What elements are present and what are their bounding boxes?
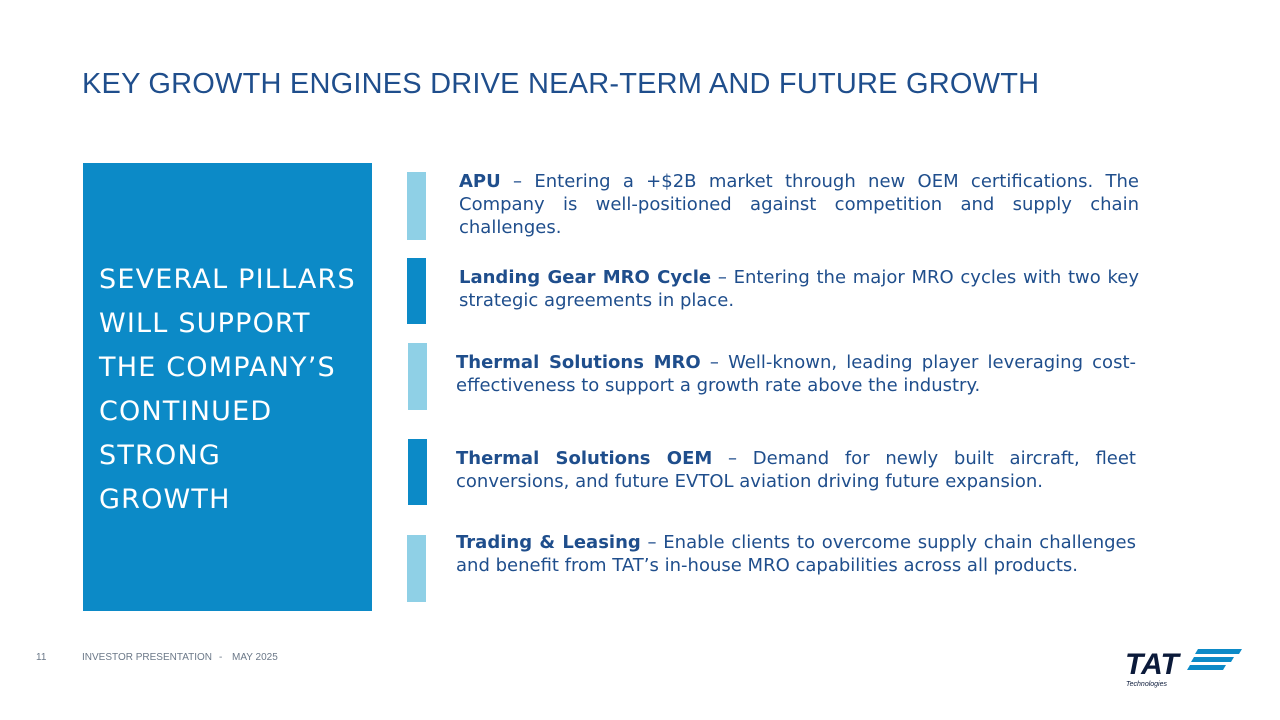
item-heading: APU [459,171,501,192]
item-separator: – [640,532,664,553]
growth-item-apu [459,170,1139,239]
pillars-line: SEVERAL PILLARS [99,264,356,295]
logo-wordmark: TAT [1125,648,1179,681]
page-number: 11 [36,652,47,663]
growth-item-thermal-oem [456,447,1136,493]
accent-bar-thermal-mro [408,343,427,410]
pillars-line: WILL SUPPORT [99,308,311,339]
item-heading: Trading & Leasing [456,532,641,553]
item-body: Entering a +$2B market through new OEM certifications. The Company is well-positioned against competition and supply chain challenges. [459,171,1139,238]
item-separator: – [500,171,535,192]
footer-separator: - [219,652,223,663]
item-heading: Thermal Solutions MRO [456,352,701,373]
accent-bar-landing-gear [407,258,426,324]
item-separator: – [711,267,734,288]
item-body: Entering the major MRO cycles with two key strategic agreements in place. [459,267,1140,311]
footer-date: MAY 2025 [232,652,278,663]
item-body: Well-known, leading player leveraging cost-effectiveness to support a growth rate above the industry. [456,352,1137,396]
pillars-callout-box [83,163,372,611]
footer-label: INVESTOR PRESENTATION [82,652,213,663]
item-body: Demand for newly built aircraft, fleet conversions, and future EVTOL aviation driving future expansion. [456,448,1136,492]
item-separator: – [700,352,729,373]
pillars-line: STRONG [99,440,221,471]
pillars-callout-text [99,258,364,522]
growth-item-landing-gear [459,266,1139,312]
item-body: Enable clients to overcome supply chain challenges and benefit from TAT’s in-house MRO capabilities across all products. [456,532,1136,576]
slide-title: KEY GROWTH ENGINES DRIVE NEAR-TERM AND FUTURE GROWTH [82,68,1040,100]
accent-bar-trading-leasing [407,535,426,602]
item-heading: Landing Gear MRO Cycle [459,267,712,288]
item-separator: – [712,448,753,469]
growth-item-thermal-mro [456,351,1136,397]
accent-bar-apu [407,172,426,240]
growth-item-trading-leasing [456,531,1136,577]
accent-bar-thermal-oem [408,439,427,505]
pillars-line: CONTINUED [99,396,273,427]
pillars-line: GROWTH [99,484,231,515]
item-heading: Thermal Solutions OEM [456,448,713,469]
pillars-line: THE COMPANY’S [99,352,336,383]
logo-subtitle: Technologies [1126,681,1167,688]
tat-technologies-logo [1122,644,1246,690]
